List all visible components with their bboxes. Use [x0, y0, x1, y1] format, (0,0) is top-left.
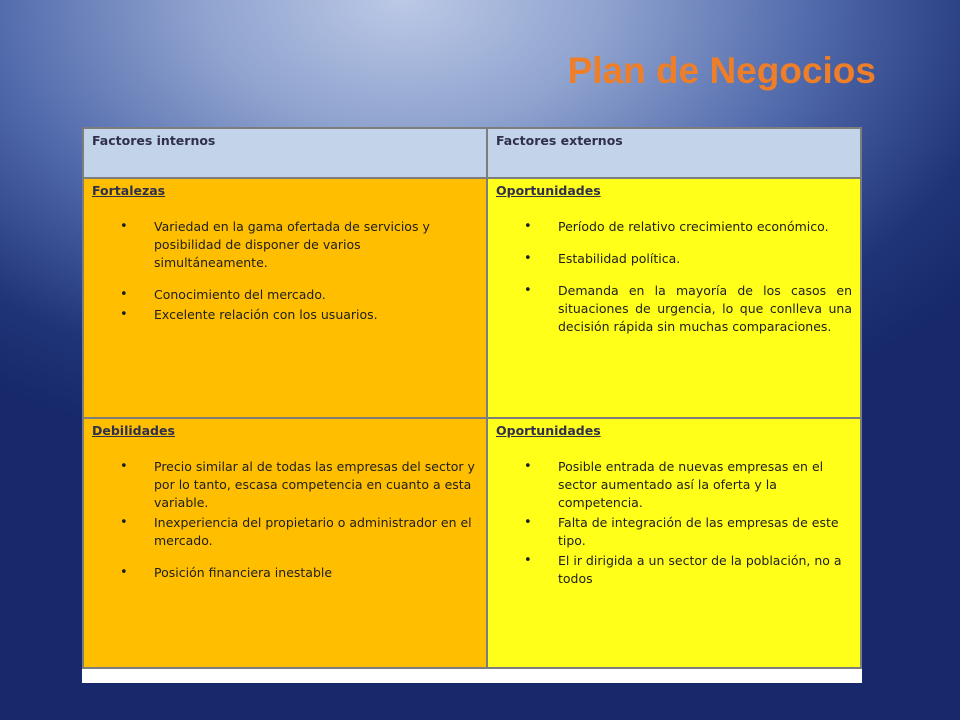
- cell-oportunidades-2: [487, 418, 861, 668]
- row-weaknesses-opportunities: [83, 418, 861, 668]
- bullet-icon: •: [524, 283, 532, 298]
- list-item-text: El ir dirigida a un sector de la población, no a todos: [558, 553, 842, 586]
- cell-fortalezas: [83, 178, 487, 418]
- list-item-text: Período de relativo crecimiento económico.: [558, 219, 829, 234]
- list-item: [92, 306, 478, 324]
- list-item-text: Excelente relación con los usuarios.: [154, 307, 378, 322]
- list-item-text: Precio similar al de todas las empresas del sector y por lo tanto, escasa competencia en cuanto a esta variable.: [154, 459, 475, 510]
- bullet-icon: •: [120, 459, 128, 474]
- list-item: [496, 218, 852, 236]
- swot-table: [82, 127, 862, 669]
- debilidades-title: Debilidades: [92, 423, 175, 438]
- list-item: [92, 218, 478, 272]
- bullet-icon: •: [120, 307, 128, 322]
- bullet-icon: •: [120, 287, 128, 302]
- list-item: [496, 514, 852, 550]
- bullet-icon: •: [120, 565, 128, 580]
- bullet-icon: •: [524, 459, 532, 474]
- list-item: [496, 282, 852, 336]
- cell-debilidades: [83, 418, 487, 668]
- bullet-icon: •: [524, 219, 532, 234]
- list-item-text: Estabilidad política.: [558, 251, 681, 266]
- header-row: [83, 128, 861, 178]
- fortalezas-title: Fortalezas: [92, 183, 166, 198]
- list-item-text: Posición financiera inestable: [154, 565, 333, 580]
- cell-oportunidades-1: [487, 178, 861, 418]
- bullet-icon: •: [120, 219, 128, 234]
- debilidades-list: [92, 458, 478, 582]
- bullet-icon: •: [524, 515, 532, 530]
- row-strengths-opportunities: [83, 178, 861, 418]
- bullet-icon: •: [524, 553, 532, 568]
- list-item: [92, 564, 478, 582]
- list-item: [496, 250, 852, 268]
- list-item-text: Posible entrada de nuevas empresas en el sector aumentado así la oferta y la competencia.: [558, 459, 824, 510]
- list-item-text: Conocimiento del mercado.: [154, 287, 326, 302]
- fortalezas-list: [92, 218, 478, 324]
- list-item: [92, 514, 478, 550]
- list-item: [92, 458, 478, 512]
- header-internal-label: Factores internos: [92, 133, 216, 148]
- header-internal: [83, 128, 487, 178]
- header-external-label: Factores externos: [496, 133, 623, 148]
- list-item-text: Variedad en la gama ofertada de servicios y posibilidad de disponer de varios simultáneamente.: [154, 219, 430, 270]
- oportunidades-1-title: Oportunidades: [496, 183, 601, 198]
- header-external: [487, 128, 861, 178]
- oportunidades-2-title: Oportunidades: [496, 423, 601, 438]
- bullet-icon: •: [524, 251, 532, 266]
- list-item-text: Inexperiencia del propietario o administrador en el mercado.: [154, 515, 472, 548]
- list-item: [92, 286, 478, 304]
- list-item-text: Falta de integración de las empresas de este tipo.: [558, 515, 839, 548]
- oportunidades-1-list: [496, 218, 852, 336]
- list-item-text: Demanda en la mayoría de los casos en situaciones de urgencia, lo que conlleva una decisión rápida sin muchas comparaciones.: [558, 283, 852, 334]
- swot-matrix: [82, 127, 862, 683]
- slide-title: Plan de Negocios: [567, 50, 876, 91]
- list-item: [496, 458, 852, 512]
- oportunidades-2-list: [496, 458, 852, 588]
- list-item: [496, 552, 852, 588]
- bullet-icon: •: [120, 515, 128, 530]
